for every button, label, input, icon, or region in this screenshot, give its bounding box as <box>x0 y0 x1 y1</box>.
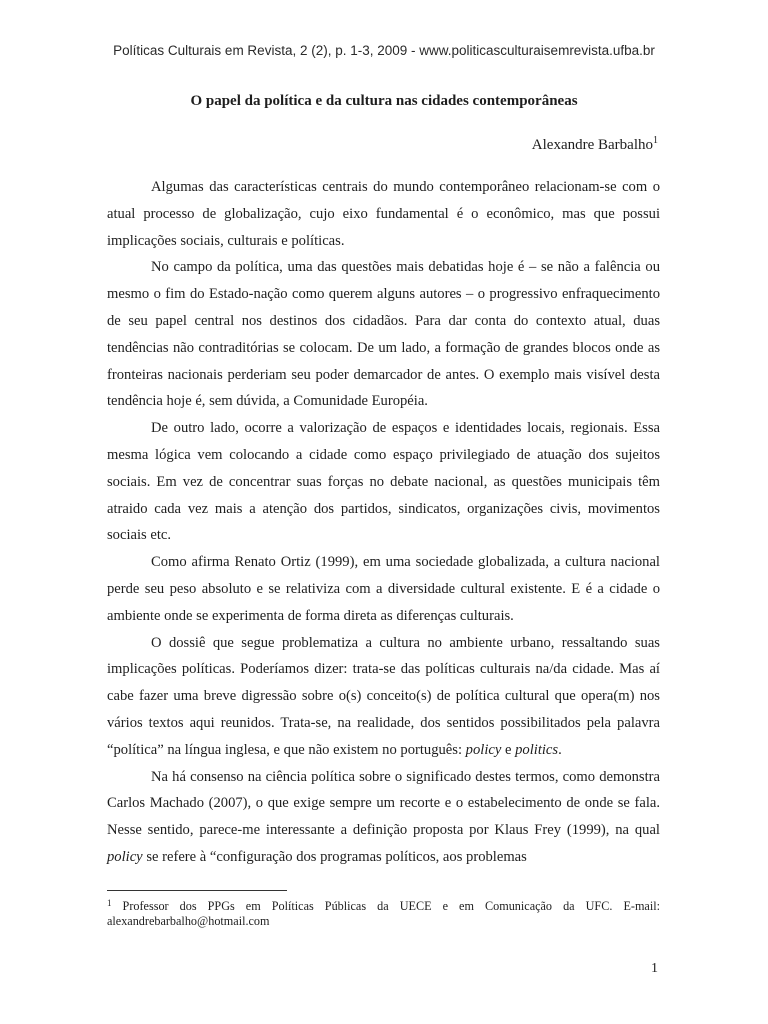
footnote-mark: 1 <box>107 898 112 908</box>
term-politics: politics <box>515 741 559 758</box>
paragraph-5 <box>107 630 660 764</box>
paragraph-5-text: O dossiê que segue problematiza a cultura no ambiente urbano, ressaltando suas implicações políticas. Poderíamos dizer: trata-se das políticas culturais na/da cidade. Mas aí cabe fazer uma breve digressão sobre o(s) conceito(s) de política cultural que opera(m) nos vários textos aqui reunidos. Trata-se, na realidade, dos sentidos possibilitados pela palavra “política” na língua inglesa, e que não existem no português: <box>107 634 660 758</box>
article-title: O papel da política e da cultura nas cidades contemporâneas <box>190 93 578 109</box>
author-footnote-mark: 1 <box>653 135 658 146</box>
page-number: 1 <box>651 961 658 976</box>
paragraph-4: Como afirma Renato Ortiz (1999), em uma sociedade globalizada, a cultura nacional perde seu peso absoluto e se relativiza com a diversidade cultural existente. E é a cidade o ambiente onde se experimenta de forma direta as diferenças culturais. <box>107 554 660 624</box>
footnote-text: Professor dos PPGs em Políticas Públicas da UECE e em Comunicação da UFC. E-mail: alexandrebarbalho@hotmail.com <box>107 899 660 928</box>
article-body <box>107 174 660 871</box>
paragraph-1: Algumas das características centrais do mundo contemporâneo relacionam-se com o atual processo de globalização, cujo eixo fundamental é o econômico, mas que possui implicações sociais, culturais e políticas. <box>107 179 660 249</box>
paragraph-6 <box>107 764 660 871</box>
paragraph-6-text-end: se refere à “configuração dos programas políticos, aos problemas <box>142 848 527 865</box>
paragraph-2: No campo da política, uma das questões mais debatidas hoje é – se não a falência ou mesmo o fim do Estado-nação como querem alguns autores – o progressivo enfraquecimento de seu papel central nos destinos dos cidadãos. Para dar conta do contexto atual, duas tendências não contraditórias se colocam. De um lado, a formação de grandes blocos onde as fronteiras nacionais perderiam seu poder demarcador de antes. O exemplo mais visível desta tendência hoje é, sem dúvida, a Comunidade Européia. <box>107 259 660 410</box>
author-line <box>532 135 658 154</box>
term-policy: policy <box>465 741 502 758</box>
term-policy-2: policy <box>107 848 143 865</box>
footnote <box>107 896 660 929</box>
period: . <box>558 741 562 758</box>
paragraph-3: De outro lado, ocorre a valorização de espaços e identidades locais, regionais. Essa mesma lógica vem colocando a cidade como espaço privilegiado de atuação dos sujeitos sociais. Em vez de concentrar suas forças no debate nacional, as questões municipais têm atraido cada vez mais a atenção dos partidos, sindicatos, organizações civis, movimentos sociais etc. <box>107 420 660 544</box>
footnote-separator <box>107 890 287 891</box>
conjunction: e <box>501 741 516 758</box>
running-header: Políticas Culturais em Revista, 2 (2), p. 1-3, 2009 - www.politicasculturaisemrevista.ufba.br <box>113 43 655 58</box>
paragraph-6-text: Na há consenso na ciência política sobre o significado destes termos, como demonstra Carlos Machado (2007), o que exige sempre um recorte e o estabelecimento de onde se fala. Nesse sentido, parece-me interessante a definição proposta por Klaus Frey (1999), na qual <box>107 768 660 839</box>
author-name: Alexandre Barbalho <box>531 137 653 153</box>
